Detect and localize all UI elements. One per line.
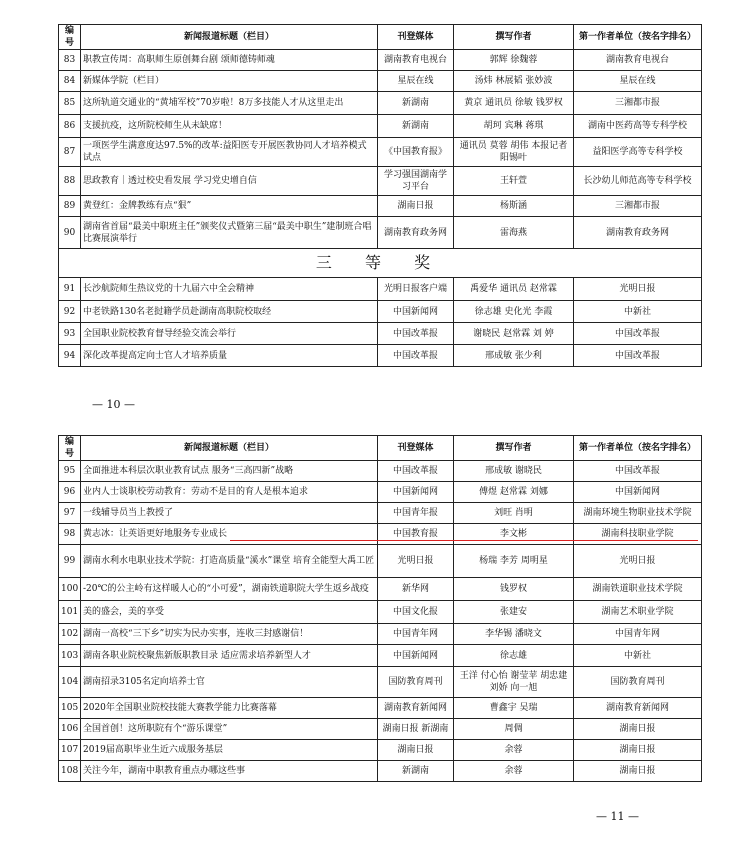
table-header-row bbox=[59, 25, 702, 50]
award-table-page-11 bbox=[58, 435, 702, 782]
col-header-title: 新闻报道标题（栏目） bbox=[81, 436, 378, 461]
row-author: 杨瑞 李芳 周明星 bbox=[454, 545, 574, 578]
row-author: 刘旺 肖明 bbox=[454, 503, 574, 524]
row-author: 雷海燕 bbox=[454, 217, 574, 249]
row-media: 湖南教育政务网 bbox=[378, 217, 454, 249]
table-row bbox=[59, 645, 702, 667]
row-media: 光明日报客户端 bbox=[378, 278, 454, 301]
row-unit: 湖南日报 bbox=[574, 740, 702, 761]
table-row bbox=[59, 482, 702, 503]
row-number: 96 bbox=[59, 482, 81, 503]
row-author: 郭辉 徐魏蓉 bbox=[454, 50, 574, 71]
row-unit: 国防教育周刊 bbox=[574, 667, 702, 698]
row-title: 深化改革提高定向士官人才培养质量 bbox=[81, 345, 378, 367]
table-row bbox=[59, 545, 702, 578]
row-unit: 星辰在线 bbox=[574, 71, 702, 92]
row-author: 禹爱华 通讯员 赵常霖 bbox=[454, 278, 574, 301]
row-unit: 三湘都市报 bbox=[574, 92, 702, 115]
row-number: 108 bbox=[59, 761, 81, 782]
row-title: 2020年全国职业院校技能大赛教学能力比赛落幕 bbox=[81, 698, 378, 719]
row-number: 91 bbox=[59, 278, 81, 301]
row-title: 职教宣传周：高职师生原创舞台剧 颂师德铸师魂 bbox=[81, 50, 378, 71]
table-row bbox=[59, 345, 702, 367]
row-author: 杨斯涵 bbox=[454, 196, 574, 217]
row-number: 97 bbox=[59, 503, 81, 524]
row-number: 106 bbox=[59, 719, 81, 740]
row-author: 李文彬 bbox=[454, 524, 574, 545]
page-number: — 10 — bbox=[92, 398, 135, 411]
row-number: 88 bbox=[59, 167, 81, 196]
row-author: 徐志雄 史化光 李霞 bbox=[454, 301, 574, 323]
row-unit: 湖南教育新闻网 bbox=[574, 698, 702, 719]
row-author: 汤炜 林展韬 张妙波 bbox=[454, 71, 574, 92]
row-title: 一线辅导员当上教授了 bbox=[81, 503, 378, 524]
row-media: 新湖南 bbox=[378, 761, 454, 782]
row-number: 92 bbox=[59, 301, 81, 323]
row-title: 中老铁路130名老挝籍学员赴湖南高职院校取经 bbox=[81, 301, 378, 323]
col-header-author: 撰写作者 bbox=[454, 25, 574, 50]
row-number: 99 bbox=[59, 545, 81, 578]
col-header-title: 新闻报道标题（栏目） bbox=[81, 25, 378, 50]
row-number: 85 bbox=[59, 92, 81, 115]
table-row bbox=[59, 698, 702, 719]
row-author: 余蓉 bbox=[454, 740, 574, 761]
row-number: 94 bbox=[59, 345, 81, 367]
page-number: — 11 — bbox=[596, 810, 639, 823]
row-author: 王轩萱 bbox=[454, 167, 574, 196]
col-header-author: 撰写作者 bbox=[454, 436, 574, 461]
row-unit: 中国改革报 bbox=[574, 461, 702, 482]
table-row bbox=[59, 323, 702, 345]
row-unit: 湖南教育政务网 bbox=[574, 217, 702, 249]
col-header-media: 刊登媒体 bbox=[378, 436, 454, 461]
table-row bbox=[59, 278, 702, 301]
row-title: 湖南各职业院校聚焦新版职教目录 适应需求培养新型人才 bbox=[81, 645, 378, 667]
row-title: 支援抗疫，这所院校师生从未缺席！ bbox=[81, 115, 378, 138]
row-author: 邢成敏 张少利 bbox=[454, 345, 574, 367]
row-media: 《中国教育报》 bbox=[378, 138, 454, 167]
row-author: 邢成敏 谢晓民 bbox=[454, 461, 574, 482]
row-author: 李华锡 潘晓文 bbox=[454, 624, 574, 645]
row-media: 中国改革报 bbox=[378, 345, 454, 367]
row-author: 徐志雄 bbox=[454, 645, 574, 667]
row-media: 中国改革报 bbox=[378, 461, 454, 482]
row-media: 新华网 bbox=[378, 578, 454, 601]
row-author: 钱罗权 bbox=[454, 578, 574, 601]
col-header-media: 刊登媒体 bbox=[378, 25, 454, 50]
row-media: 中国青年网 bbox=[378, 624, 454, 645]
table-row bbox=[59, 761, 702, 782]
row-unit: 中新社 bbox=[574, 301, 702, 323]
row-media: 光明日报 bbox=[378, 545, 454, 578]
row-title: 黄登红：金牌教练有点“狠” bbox=[81, 196, 378, 217]
row-unit: 湖南艺术职业学院 bbox=[574, 601, 702, 624]
table-row bbox=[59, 196, 702, 217]
table-row bbox=[59, 667, 702, 698]
row-unit: 湖南铁道职业技术学院 bbox=[574, 578, 702, 601]
row-unit: 光明日报 bbox=[574, 545, 702, 578]
row-media: 中国改革报 bbox=[378, 323, 454, 345]
table-row bbox=[59, 71, 702, 92]
row-media: 中国文化报 bbox=[378, 601, 454, 624]
row-author: 黄京 通讯员 徐敏 钱罗权 bbox=[454, 92, 574, 115]
row-title: 2019届高职毕业生近六成服务基层 bbox=[81, 740, 378, 761]
table-row bbox=[59, 601, 702, 624]
table-row bbox=[59, 624, 702, 645]
row-media: 中国新闻网 bbox=[378, 301, 454, 323]
row-unit: 湖南环境生物职业技术学院 bbox=[574, 503, 702, 524]
row-title: 湖南省首届“最美中职班主任”颁奖仪式暨第三届“最美中职生”建制班合唱比赛展演举行 bbox=[81, 217, 378, 249]
row-author: 胡珂 宾琳 蒋琪 bbox=[454, 115, 574, 138]
row-unit: 中国新闻网 bbox=[574, 482, 702, 503]
row-media: 新湖南 bbox=[378, 115, 454, 138]
row-title: 美的盛会，美的享受 bbox=[81, 601, 378, 624]
row-author: 王洋 付心怡 谢莹苹 胡忠建 刘娇 向一旭 bbox=[454, 667, 574, 698]
row-number: 105 bbox=[59, 698, 81, 719]
row-unit: 益阳医学高等专科学校 bbox=[574, 138, 702, 167]
row-media: 学习强国湖南学习平台 bbox=[378, 167, 454, 196]
row-number: 104 bbox=[59, 667, 81, 698]
col-header-unit: 第一作者单位（按名字排名） bbox=[574, 436, 702, 461]
row-title: 黄志冰：让英语更好地服务专业成长 bbox=[81, 524, 378, 545]
row-unit: 中国改革报 bbox=[574, 345, 702, 367]
row-media: 中国新闻网 bbox=[378, 482, 454, 503]
table-row bbox=[59, 50, 702, 71]
table-row bbox=[59, 167, 702, 196]
row-media: 湖南日报 bbox=[378, 740, 454, 761]
table-row bbox=[59, 461, 702, 482]
row-title: 长沙航院师生热议党的十九届六中全会精神 bbox=[81, 278, 378, 301]
row-number: 101 bbox=[59, 601, 81, 624]
col-header-unit: 第一作者单位（按名字排名） bbox=[574, 25, 702, 50]
row-author: 张建安 bbox=[454, 601, 574, 624]
row-unit: 长沙幼儿师范高等专科学校 bbox=[574, 167, 702, 196]
row-author: 谢晓民 赵常霖 刘 婷 bbox=[454, 323, 574, 345]
row-media: 湖南教育新闻网 bbox=[378, 698, 454, 719]
row-title: 湖南水利水电职业技术学院：打造高质量“溪水”课堂 培育全能型大禹工匠 bbox=[81, 545, 378, 578]
table-row bbox=[59, 92, 702, 115]
row-number: 93 bbox=[59, 323, 81, 345]
row-number: 103 bbox=[59, 645, 81, 667]
row-title: 新媒体学院（栏目） bbox=[81, 71, 378, 92]
row-title: 思政教育｜透过校史看发展 学习党史增自信 bbox=[81, 167, 378, 196]
row-title: 全面推进本科层次职业教育试点 服务“三高四新”战略 bbox=[81, 461, 378, 482]
table-header-row bbox=[59, 436, 702, 461]
col-header-no: 编号 bbox=[59, 25, 81, 50]
row-title: 全国首创！这所职院有个“游乐课堂” bbox=[81, 719, 378, 740]
row-title: -20℃的公主岭有这样暖人心的“小可爱”，湖南铁道职院大学生返乡战疫 bbox=[81, 578, 378, 601]
row-media: 中国教育报 bbox=[378, 524, 454, 545]
row-unit: 湖南日报 bbox=[574, 719, 702, 740]
section-title: 三 等 奖 bbox=[59, 249, 702, 278]
row-media: 湖南教育电视台 bbox=[378, 50, 454, 71]
row-unit: 三湘都市报 bbox=[574, 196, 702, 217]
row-author: 余蓉 bbox=[454, 761, 574, 782]
row-media: 中国青年报 bbox=[378, 503, 454, 524]
row-unit: 湖南中医药高等专科学校 bbox=[574, 115, 702, 138]
row-unit: 湖南科技职业学院 bbox=[574, 524, 702, 545]
row-number: 86 bbox=[59, 115, 81, 138]
row-number: 83 bbox=[59, 50, 81, 71]
row-number: 102 bbox=[59, 624, 81, 645]
row-title: 关注今年，湖南中职教育重点办哪这些事 bbox=[81, 761, 378, 782]
row-media: 国防教育周刊 bbox=[378, 667, 454, 698]
table-row bbox=[59, 719, 702, 740]
row-number: 98 bbox=[59, 524, 81, 545]
col-header-no: 编号 bbox=[59, 436, 81, 461]
red-underline-annotation bbox=[230, 540, 698, 541]
row-number: 100 bbox=[59, 578, 81, 601]
row-number: 89 bbox=[59, 196, 81, 217]
row-number: 84 bbox=[59, 71, 81, 92]
table-row bbox=[59, 217, 702, 249]
table-row bbox=[59, 524, 702, 545]
row-title: 全国职业院校教育督导经验交流会举行 bbox=[81, 323, 378, 345]
award-table-page-10 bbox=[58, 24, 702, 367]
row-unit: 湖南日报 bbox=[574, 761, 702, 782]
row-unit: 中新社 bbox=[574, 645, 702, 667]
row-unit: 中国改革报 bbox=[574, 323, 702, 345]
row-title: 湖南招录3105名定向培养士官 bbox=[81, 667, 378, 698]
row-unit: 中国青年网 bbox=[574, 624, 702, 645]
row-title: 一项医学生满意度达97.5%的改革:益阳医专开展医教协同人才培养模式试点 bbox=[81, 138, 378, 167]
row-author: 曹鑫宇 吴瑞 bbox=[454, 698, 574, 719]
table-row bbox=[59, 578, 702, 601]
row-author: 周倜 bbox=[454, 719, 574, 740]
row-media: 湖南日报 bbox=[378, 196, 454, 217]
row-title: 业内人士谈职校劳动教育：劳动不是目的育人是根本追求 bbox=[81, 482, 378, 503]
table-row bbox=[59, 138, 702, 167]
row-media: 星辰在线 bbox=[378, 71, 454, 92]
table-row bbox=[59, 503, 702, 524]
row-author: 通讯员 莫蓉 胡伟 本报记者 阳锡叶 bbox=[454, 138, 574, 167]
row-unit: 光明日报 bbox=[574, 278, 702, 301]
row-number: 107 bbox=[59, 740, 81, 761]
row-number: 95 bbox=[59, 461, 81, 482]
row-number: 87 bbox=[59, 138, 81, 167]
table-row bbox=[59, 301, 702, 323]
row-media: 中国新闻网 bbox=[378, 645, 454, 667]
row-number: 90 bbox=[59, 217, 81, 249]
table-row bbox=[59, 740, 702, 761]
row-media: 新湖南 bbox=[378, 92, 454, 115]
row-title: 湖南一高校“三下乡”切实为民办实事，连收三封感谢信！ bbox=[81, 624, 378, 645]
table-row bbox=[59, 115, 702, 138]
section-row bbox=[59, 249, 702, 278]
row-title: 这所轨道交通业的“黄埔军校”70岁啦！8万多技能人才从这里走出 bbox=[81, 92, 378, 115]
row-author: 傅煜 赵常霖 刘娜 bbox=[454, 482, 574, 503]
row-unit: 湖南教育电视台 bbox=[574, 50, 702, 71]
row-media: 湖南日报 新湖南 bbox=[378, 719, 454, 740]
